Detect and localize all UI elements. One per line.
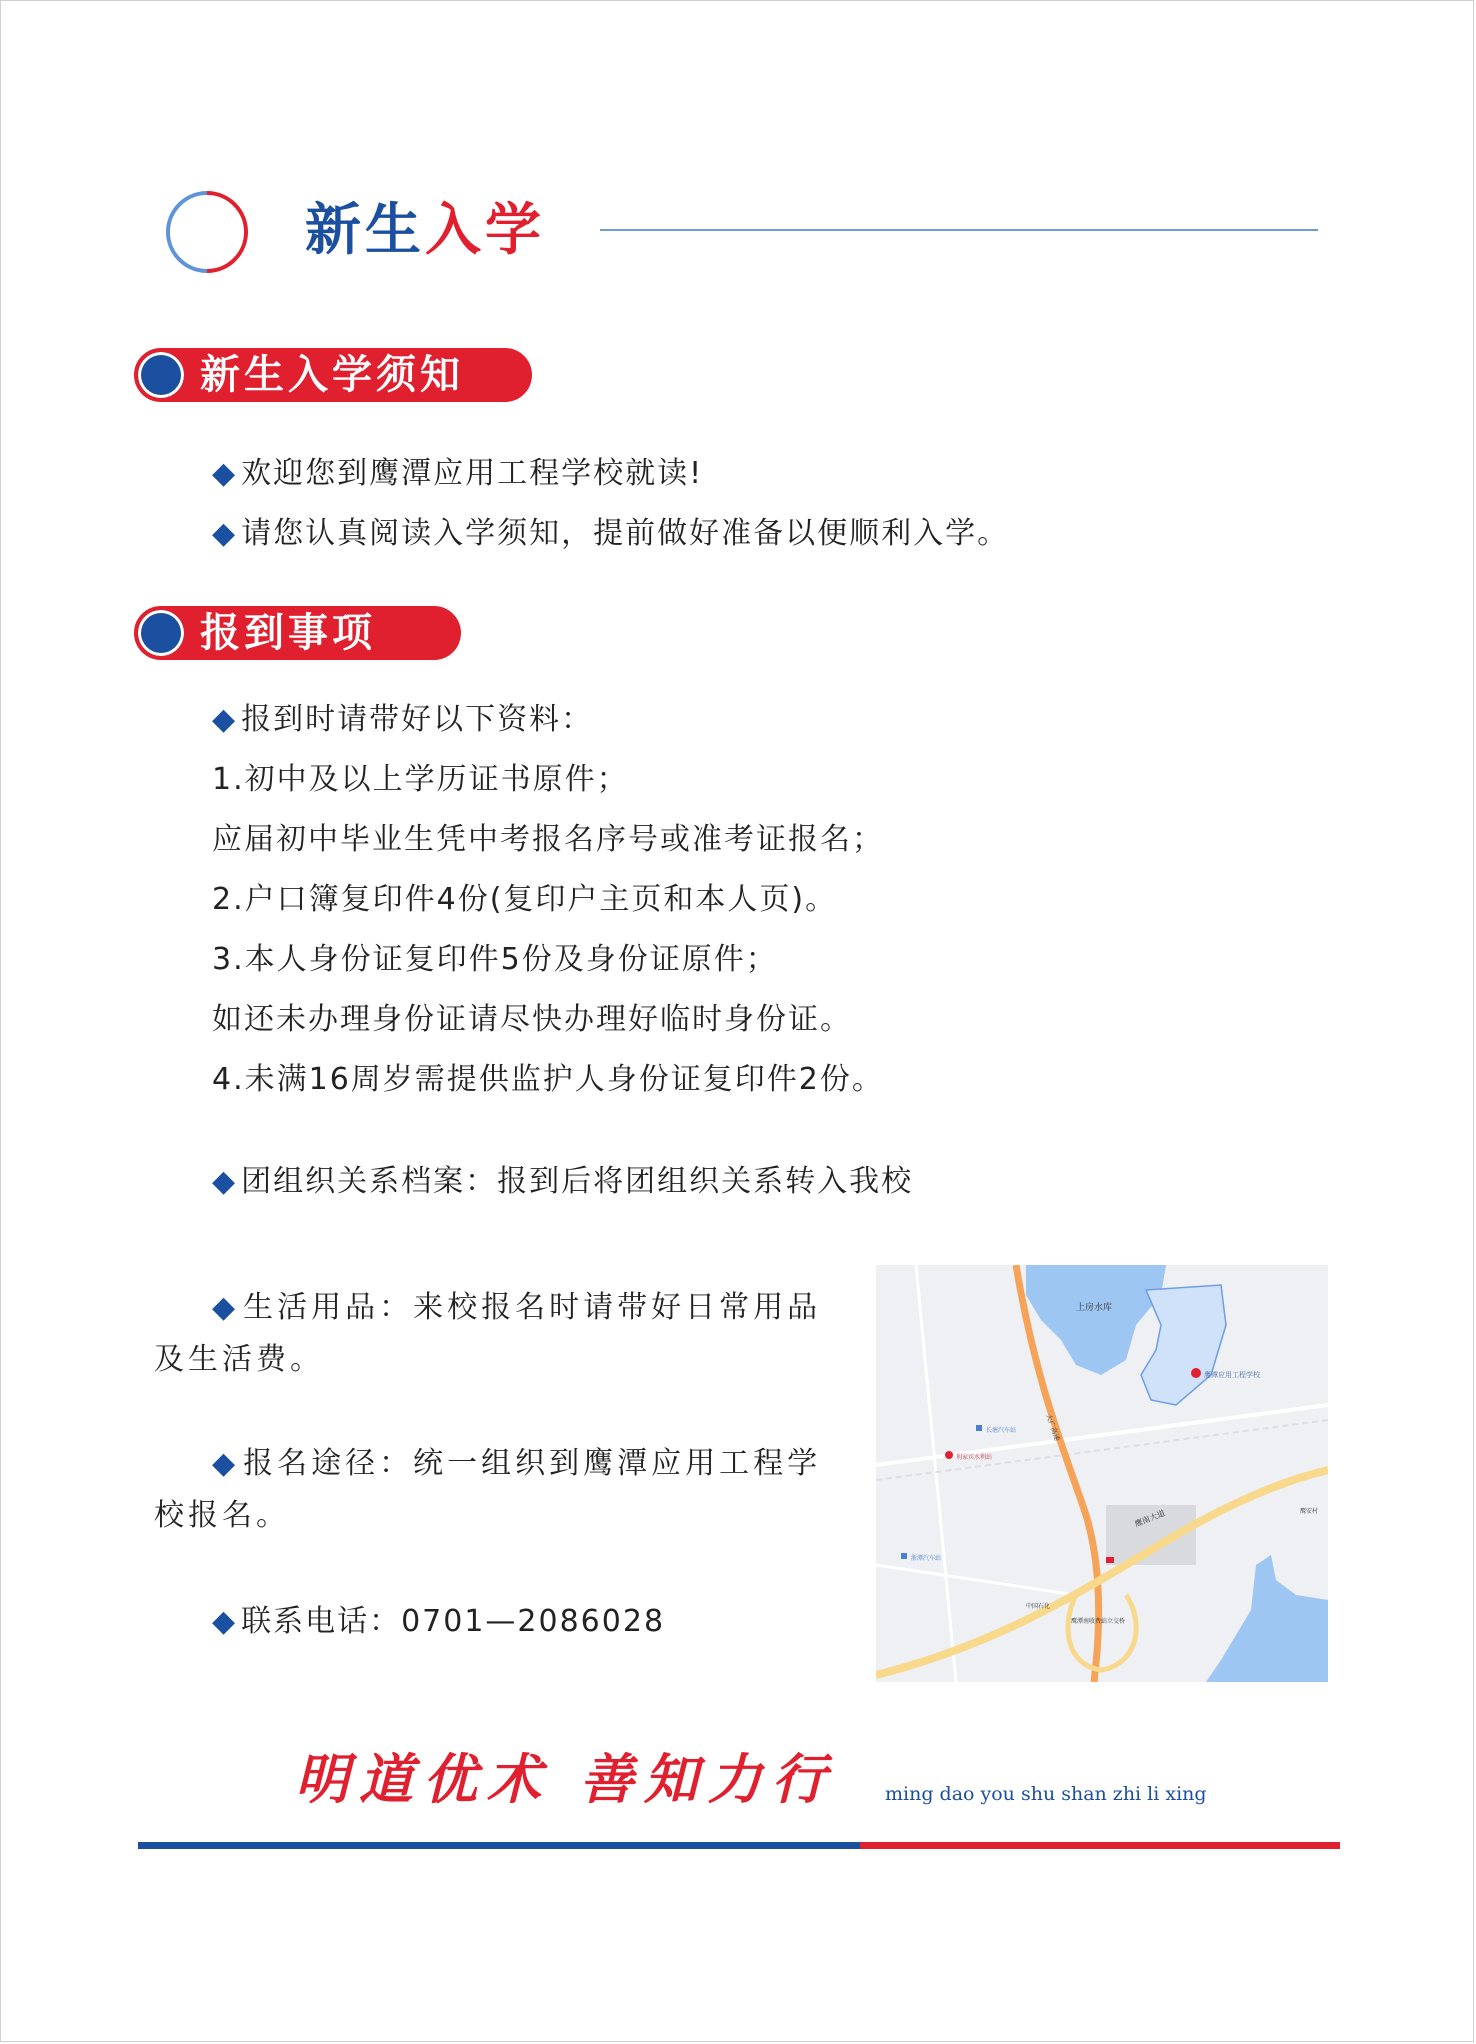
location-map <box>876 1265 1328 1682</box>
svg-text:浙潭汽车站: 浙潭汽车站 <box>911 1555 942 1562</box>
registration-intro: ◆ 报到时请带好以下资料： <box>212 702 594 737</box>
registration-item: 1.初中及以上学历证书原件； <box>212 762 629 797</box>
section-title-notice: 新生入学须知 <box>200 352 464 398</box>
svg-text:中国石化: 中国石化 <box>1026 1603 1051 1610</box>
diamond-icon: ◆ <box>212 516 238 551</box>
page-title-part2: 入学 <box>425 198 545 263</box>
notice-line-1: ◆ 欢迎您到鹰潭应用工程学校就读! <box>212 456 704 491</box>
svg-text:上房水库: 上房水库 <box>1076 1303 1113 1313</box>
section-tag-dot-icon <box>134 348 188 402</box>
svg-text:鹰潭应用工程学校: 鹰潭应用工程学校 <box>1204 1371 1260 1379</box>
logo-ring-icon <box>164 189 250 275</box>
svg-text:鹰南大道: 鹰南大道 <box>1133 1508 1167 1529</box>
registration-item: 应届初中毕业生凭中考报名序号或准考证报名； <box>212 822 884 857</box>
school-motto: 明道优术 善知力行 <box>295 1748 836 1811</box>
svg-text:利家宾水利站: 利家宾水利站 <box>956 1454 993 1461</box>
daily-items-info: ◆ 生活用品：来校报名时请带好日常用品及生活费。 <box>154 1290 822 1377</box>
phone-info: ◆ 联系电话：0701—2086028 <box>212 1604 666 1639</box>
svg-text:大广高速: 大广高速 <box>1044 1412 1062 1442</box>
diamond-icon: ◆ <box>212 1290 240 1325</box>
header-divider <box>600 229 1318 231</box>
bus-station-icon <box>901 1553 907 1559</box>
section-tag-notice <box>134 348 532 402</box>
diamond-icon: ◆ <box>212 456 238 491</box>
school-pin-icon <box>1191 1368 1201 1378</box>
diamond-icon: ◆ <box>212 702 238 737</box>
svg-text:鹰潭南收费站立交桥: 鹰潭南收费站立交桥 <box>1071 1618 1126 1625</box>
registration-item: 如还未办理身份证请尽快办理好临时身份证。 <box>212 1002 852 1037</box>
footer-bar-red <box>860 1842 1340 1849</box>
motto-pinyin: ming dao you shu shan zhi li xing <box>885 1783 1207 1805</box>
section-tag-dot-icon <box>134 606 188 660</box>
diamond-icon: ◆ <box>212 1164 238 1199</box>
registration-item: 4.未满16周岁需提供监护人身份证复印件2份。 <box>212 1062 884 1097</box>
map-graphic <box>876 1265 1328 1682</box>
toll-station-icon <box>1106 1557 1114 1563</box>
svg-text:鹰安村: 鹰安村 <box>1300 1508 1319 1515</box>
notice-line-2: ◆ 请您认真阅读入学须知，提前做好准备以便顺利入学。 <box>212 516 1010 551</box>
league-info: ◆ 团组织关系档案：报到后将团组织关系转入我校 <box>212 1164 914 1199</box>
registration-item: 2.户口簿复印件4份(复印户主页和本人页)。 <box>212 882 838 917</box>
diamond-icon: ◆ <box>212 1446 240 1481</box>
bus-station-icon <box>976 1425 982 1431</box>
diamond-icon: ◆ <box>212 1604 238 1639</box>
section-title-registration: 报到事项 <box>200 610 376 656</box>
page-title <box>305 196 545 266</box>
section-tag-registration <box>134 606 461 660</box>
svg-text:长塘汽车站: 长塘汽车站 <box>986 1427 1017 1434</box>
page-title-part1: 新生 <box>305 198 425 263</box>
route-info: ◆ 报名途径：统一组织到鹰潭应用工程学校报名。 <box>154 1446 822 1533</box>
footer-bar-blue <box>138 1842 860 1849</box>
poi-pin-icon <box>945 1451 953 1459</box>
registration-item: 3.本人身份证复印件5份及身份证原件； <box>212 942 778 977</box>
